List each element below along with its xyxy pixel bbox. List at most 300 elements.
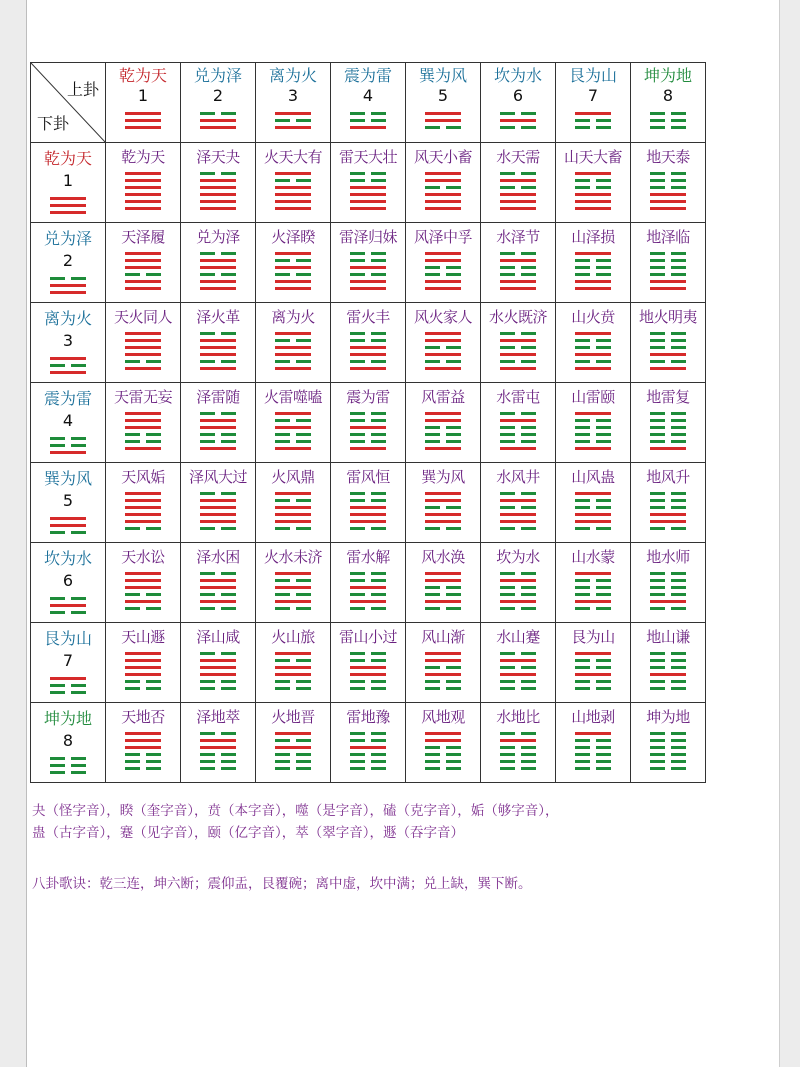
hexagram-cell bbox=[331, 223, 406, 303]
yin-segment bbox=[50, 757, 65, 760]
yin-segment bbox=[275, 767, 290, 770]
yin-line bbox=[50, 277, 86, 280]
hexagram-symbol bbox=[106, 410, 180, 452]
yin-segment bbox=[200, 753, 215, 756]
hexagram-cell bbox=[106, 463, 181, 543]
yang-line bbox=[500, 207, 536, 210]
yang-line bbox=[425, 499, 461, 502]
yin-segment bbox=[575, 346, 590, 349]
hexagram-cell bbox=[106, 383, 181, 463]
yin-segment bbox=[71, 684, 86, 687]
upper-trigram-header bbox=[406, 63, 481, 143]
yin-line bbox=[500, 732, 536, 735]
hexagram-name: 风地观 bbox=[421, 708, 465, 726]
yin-line bbox=[275, 440, 311, 443]
yin-line bbox=[425, 440, 461, 443]
yin-line bbox=[650, 753, 686, 756]
hexagram-name: 火风鼎 bbox=[271, 468, 315, 486]
yin-line bbox=[425, 126, 461, 129]
yin-segment bbox=[500, 666, 515, 669]
yin-segment bbox=[50, 764, 65, 767]
pronunciation-notes bbox=[32, 800, 762, 844]
yin-line bbox=[425, 746, 461, 749]
yin-segment bbox=[146, 607, 161, 610]
yin-line bbox=[650, 346, 686, 349]
yin-line bbox=[650, 252, 686, 255]
hexagram-symbol bbox=[556, 650, 630, 692]
yin-segment bbox=[500, 506, 515, 509]
yin-segment bbox=[200, 607, 215, 610]
yang-line bbox=[575, 252, 611, 255]
yin-segment bbox=[371, 680, 386, 683]
yang-line bbox=[350, 126, 386, 129]
yin-line bbox=[650, 652, 686, 655]
yin-line bbox=[500, 607, 536, 610]
yin-segment bbox=[596, 527, 611, 530]
yin-segment bbox=[425, 687, 440, 690]
yin-segment bbox=[446, 360, 461, 363]
yin-segment bbox=[521, 666, 536, 669]
yin-line bbox=[200, 687, 236, 690]
hexagram-symbol bbox=[181, 650, 255, 692]
yang-line bbox=[500, 200, 536, 203]
yin-line bbox=[275, 760, 311, 763]
yin-segment bbox=[350, 607, 365, 610]
table-row bbox=[31, 623, 706, 703]
yin-line bbox=[650, 499, 686, 502]
yin-segment bbox=[50, 531, 65, 534]
yin-line bbox=[50, 684, 86, 687]
yang-line bbox=[200, 586, 236, 589]
yin-line bbox=[125, 760, 161, 763]
yin-line bbox=[650, 179, 686, 182]
yang-line bbox=[200, 673, 236, 676]
yin-segment bbox=[146, 273, 161, 276]
yin-segment bbox=[371, 273, 386, 276]
yin-line bbox=[575, 579, 611, 582]
yin-segment bbox=[296, 687, 311, 690]
yin-line bbox=[50, 771, 86, 774]
yang-line bbox=[275, 520, 311, 523]
yin-segment bbox=[371, 172, 386, 175]
yang-line bbox=[200, 179, 236, 182]
yin-segment bbox=[71, 444, 86, 447]
yin-line bbox=[575, 119, 611, 122]
yin-segment bbox=[425, 506, 440, 509]
yin-segment bbox=[221, 332, 236, 335]
hexagram-symbol bbox=[631, 730, 705, 772]
hexagram-cell bbox=[106, 223, 181, 303]
hexagram-name: 山雷颐 bbox=[571, 388, 615, 406]
trigram-symbol bbox=[31, 435, 105, 456]
hexagram-cell bbox=[256, 303, 331, 383]
yin-segment bbox=[71, 364, 86, 367]
yang-line bbox=[350, 600, 386, 603]
yang-line bbox=[350, 207, 386, 210]
yin-segment bbox=[671, 412, 686, 415]
hexagram-symbol bbox=[256, 250, 330, 292]
yin-line bbox=[125, 593, 161, 596]
yin-segment bbox=[671, 332, 686, 335]
yang-line bbox=[275, 426, 311, 429]
yin-segment bbox=[521, 593, 536, 596]
yin-segment bbox=[350, 172, 365, 175]
yin-line bbox=[425, 346, 461, 349]
yin-segment bbox=[125, 753, 140, 756]
yin-segment bbox=[371, 760, 386, 763]
yin-segment bbox=[125, 527, 140, 530]
yang-line bbox=[200, 207, 236, 210]
hexagram-symbol bbox=[256, 410, 330, 452]
hexagram-symbol bbox=[181, 490, 255, 532]
yin-segment bbox=[146, 433, 161, 436]
yin-line bbox=[650, 593, 686, 596]
yin-segment bbox=[275, 179, 290, 182]
yin-segment bbox=[671, 266, 686, 269]
lower-trigram-header bbox=[31, 143, 106, 223]
yin-segment bbox=[371, 687, 386, 690]
yin-segment bbox=[650, 746, 665, 749]
yin-segment bbox=[650, 687, 665, 690]
yin-line bbox=[575, 753, 611, 756]
yin-segment bbox=[200, 433, 215, 436]
yin-line bbox=[425, 767, 461, 770]
yang-line bbox=[350, 673, 386, 676]
yin-segment bbox=[125, 760, 140, 763]
yin-segment bbox=[500, 440, 515, 443]
yin-line bbox=[275, 273, 311, 276]
yin-segment bbox=[446, 607, 461, 610]
yin-line bbox=[650, 186, 686, 189]
yin-line bbox=[200, 652, 236, 655]
yang-line bbox=[575, 513, 611, 516]
hexagram-cell bbox=[631, 303, 706, 383]
yang-line bbox=[200, 339, 236, 342]
yang-line bbox=[275, 666, 311, 669]
yin-segment bbox=[371, 339, 386, 342]
hexagram-name: 风火家人 bbox=[413, 308, 472, 326]
yang-line bbox=[425, 353, 461, 356]
yin-segment bbox=[671, 252, 686, 255]
yin-segment bbox=[221, 112, 236, 115]
yin-segment bbox=[146, 527, 161, 530]
hexagram-cell bbox=[331, 623, 406, 703]
yin-segment bbox=[275, 273, 290, 276]
yin-line bbox=[350, 527, 386, 530]
yin-line bbox=[650, 746, 686, 749]
yin-line bbox=[500, 112, 536, 115]
hexagram-cell bbox=[406, 223, 481, 303]
yin-segment bbox=[275, 339, 290, 342]
yang-line bbox=[350, 367, 386, 370]
yin-segment bbox=[500, 172, 515, 175]
yang-line bbox=[425, 112, 461, 115]
yin-line bbox=[275, 419, 311, 422]
yin-segment bbox=[596, 419, 611, 422]
hexagram-cell bbox=[181, 303, 256, 383]
yin-line bbox=[425, 186, 461, 189]
yin-line bbox=[350, 433, 386, 436]
hexagram-name: 山地剥 bbox=[571, 708, 615, 726]
yin-segment bbox=[275, 739, 290, 742]
trigram-number: 3 bbox=[287, 86, 299, 105]
hexagram-cell bbox=[181, 543, 256, 623]
yin-segment bbox=[146, 360, 161, 363]
yin-line bbox=[350, 119, 386, 122]
yin-segment bbox=[650, 440, 665, 443]
yin-segment bbox=[275, 433, 290, 436]
hexagram-name: 坤为地 bbox=[646, 708, 690, 726]
hexagram-symbol bbox=[631, 250, 705, 292]
yin-line bbox=[425, 607, 461, 610]
yin-segment bbox=[650, 273, 665, 276]
hexagram-name: 泽山咸 bbox=[196, 628, 240, 646]
yang-line bbox=[650, 513, 686, 516]
yin-segment bbox=[671, 419, 686, 422]
yin-line bbox=[500, 527, 536, 530]
yin-segment bbox=[575, 767, 590, 770]
yin-segment bbox=[275, 607, 290, 610]
yin-line bbox=[575, 680, 611, 683]
hexagram-symbol bbox=[556, 250, 630, 292]
yin-segment bbox=[500, 492, 515, 495]
yang-line bbox=[125, 652, 161, 655]
yang-line bbox=[350, 426, 386, 429]
hexagram-cell bbox=[256, 143, 331, 223]
yang-line bbox=[575, 572, 611, 575]
yang-line bbox=[275, 513, 311, 516]
hexagram-name: 天风姤 bbox=[121, 468, 165, 486]
yin-line bbox=[350, 593, 386, 596]
yin-segment bbox=[650, 572, 665, 575]
table-row bbox=[31, 303, 706, 383]
yin-line bbox=[200, 732, 236, 735]
trigram-number: 8 bbox=[662, 86, 674, 105]
hexagram-cell bbox=[181, 143, 256, 223]
yin-segment bbox=[125, 273, 140, 276]
yin-segment bbox=[221, 767, 236, 770]
yin-segment bbox=[650, 652, 665, 655]
yin-line bbox=[50, 611, 86, 614]
yin-line bbox=[200, 753, 236, 756]
trigram-symbol bbox=[31, 515, 105, 536]
yin-line bbox=[500, 680, 536, 683]
yin-line bbox=[575, 767, 611, 770]
yin-line bbox=[575, 659, 611, 662]
yin-line bbox=[350, 492, 386, 495]
yin-segment bbox=[275, 579, 290, 582]
yin-line bbox=[200, 680, 236, 683]
pronunciation-line-1: 夬（怪字音），睽（奎字音），贲（本字音），噬（是字音），磕（克字音），姤（够字音）， bbox=[32, 803, 559, 819]
yin-segment bbox=[596, 499, 611, 502]
yang-line bbox=[125, 600, 161, 603]
hexagram-name: 水泽节 bbox=[496, 228, 540, 246]
yin-line bbox=[575, 360, 611, 363]
yin-segment bbox=[350, 499, 365, 502]
yin-line bbox=[200, 572, 236, 575]
yang-line bbox=[200, 499, 236, 502]
yin-segment bbox=[275, 753, 290, 756]
yin-segment bbox=[596, 593, 611, 596]
yin-segment bbox=[371, 593, 386, 596]
yang-line bbox=[575, 367, 611, 370]
yang-line bbox=[200, 447, 236, 450]
yin-line bbox=[650, 172, 686, 175]
yin-segment bbox=[575, 360, 590, 363]
yang-line bbox=[500, 280, 536, 283]
yin-segment bbox=[521, 126, 536, 129]
hexagram-cell bbox=[331, 143, 406, 223]
yin-segment bbox=[596, 440, 611, 443]
yin-line bbox=[125, 687, 161, 690]
trigram-number: 7 bbox=[62, 651, 74, 670]
hexagram-symbol bbox=[256, 570, 330, 612]
hexagram-name: 风雷益 bbox=[421, 388, 465, 406]
trigram-name: 兑为泽 bbox=[43, 229, 92, 248]
yin-line bbox=[275, 499, 311, 502]
yang-line bbox=[425, 252, 461, 255]
yin-line bbox=[500, 266, 536, 269]
yin-segment bbox=[425, 426, 440, 429]
yin-segment bbox=[296, 760, 311, 763]
hexagram-name: 地火明夷 bbox=[638, 308, 697, 326]
yin-line bbox=[500, 572, 536, 575]
yin-segment bbox=[221, 760, 236, 763]
yang-line bbox=[350, 193, 386, 196]
yin-segment bbox=[671, 112, 686, 115]
yin-segment bbox=[200, 680, 215, 683]
yin-segment bbox=[296, 360, 311, 363]
yin-segment bbox=[500, 652, 515, 655]
yin-line bbox=[275, 739, 311, 742]
yin-line bbox=[650, 126, 686, 129]
yin-line bbox=[500, 426, 536, 429]
yin-line bbox=[500, 492, 536, 495]
yin-segment bbox=[650, 666, 665, 669]
hexagram-name: 坎为水 bbox=[496, 548, 540, 566]
trigram-number: 2 bbox=[212, 86, 224, 105]
yin-line bbox=[200, 492, 236, 495]
yin-line bbox=[425, 687, 461, 690]
yin-segment bbox=[575, 266, 590, 269]
yin-line bbox=[350, 179, 386, 182]
yin-segment bbox=[275, 419, 290, 422]
hexagram-symbol bbox=[331, 570, 405, 612]
hexagram-symbol bbox=[481, 650, 555, 692]
yin-segment bbox=[671, 440, 686, 443]
yin-segment bbox=[71, 764, 86, 767]
yin-line bbox=[575, 346, 611, 349]
yin-segment bbox=[671, 659, 686, 662]
yin-line bbox=[500, 687, 536, 690]
yin-line bbox=[275, 767, 311, 770]
trigram-symbol bbox=[31, 275, 105, 296]
yin-segment bbox=[671, 586, 686, 589]
yin-line bbox=[650, 732, 686, 735]
yin-segment bbox=[521, 753, 536, 756]
yin-line bbox=[50, 437, 86, 440]
yin-line bbox=[275, 680, 311, 683]
yang-line bbox=[125, 506, 161, 509]
hexagram-name: 水火既济 bbox=[488, 308, 547, 326]
yin-segment bbox=[671, 593, 686, 596]
yin-line bbox=[650, 579, 686, 582]
yin-segment bbox=[671, 572, 686, 575]
hexagram-symbol bbox=[631, 170, 705, 212]
hexagram-symbol bbox=[406, 650, 480, 692]
yang-line bbox=[125, 666, 161, 669]
hexagram-cell bbox=[406, 383, 481, 463]
yin-segment bbox=[671, 680, 686, 683]
yin-segment bbox=[596, 273, 611, 276]
trigram-symbol bbox=[256, 110, 330, 131]
yang-line bbox=[500, 447, 536, 450]
hexagram-name: 巽为风 bbox=[421, 468, 465, 486]
yang-line bbox=[500, 513, 536, 516]
yang-line bbox=[275, 126, 311, 129]
yin-line bbox=[650, 339, 686, 342]
hexagram-symbol bbox=[331, 490, 405, 532]
yang-line bbox=[200, 513, 236, 516]
yin-line bbox=[50, 764, 86, 767]
yin-segment bbox=[521, 360, 536, 363]
yin-segment bbox=[350, 252, 365, 255]
yin-segment bbox=[446, 746, 461, 749]
hexagram-name: 雷天大壮 bbox=[338, 148, 397, 166]
yin-segment bbox=[221, 687, 236, 690]
lower-trigram-header bbox=[31, 383, 106, 463]
hexagram-name: 雷泽归妹 bbox=[338, 228, 397, 246]
yin-segment bbox=[71, 771, 86, 774]
yin-segment bbox=[671, 579, 686, 582]
yin-segment bbox=[350, 760, 365, 763]
yin-line bbox=[575, 179, 611, 182]
yin-segment bbox=[500, 126, 515, 129]
yin-segment bbox=[296, 767, 311, 770]
trigram-symbol bbox=[31, 675, 105, 696]
hexagram-symbol bbox=[331, 250, 405, 292]
trigram-name: 坎为水 bbox=[493, 66, 542, 85]
yin-line bbox=[500, 186, 536, 189]
yin-segment bbox=[671, 259, 686, 262]
yang-line bbox=[125, 739, 161, 742]
hexagram-cell bbox=[481, 383, 556, 463]
yin-segment bbox=[596, 360, 611, 363]
yin-segment bbox=[350, 492, 365, 495]
yin-segment bbox=[575, 579, 590, 582]
yin-line bbox=[50, 364, 86, 367]
yang-line bbox=[50, 291, 86, 294]
yin-segment bbox=[275, 593, 290, 596]
yang-line bbox=[125, 332, 161, 335]
yin-segment bbox=[221, 652, 236, 655]
yin-segment bbox=[575, 506, 590, 509]
yin-segment bbox=[296, 433, 311, 436]
yin-segment bbox=[425, 746, 440, 749]
yin-segment bbox=[500, 572, 515, 575]
yang-line bbox=[350, 513, 386, 516]
yang-line bbox=[500, 339, 536, 342]
yin-line bbox=[650, 360, 686, 363]
hexagram-name: 泽地萃 bbox=[196, 708, 240, 726]
hexagram-name: 雷水解 bbox=[346, 548, 390, 566]
yin-line bbox=[500, 332, 536, 335]
hexagram-symbol bbox=[556, 570, 630, 612]
yin-segment bbox=[371, 492, 386, 495]
yang-line bbox=[425, 339, 461, 342]
hexagram-cell bbox=[181, 703, 256, 783]
corner-cell bbox=[31, 63, 106, 143]
